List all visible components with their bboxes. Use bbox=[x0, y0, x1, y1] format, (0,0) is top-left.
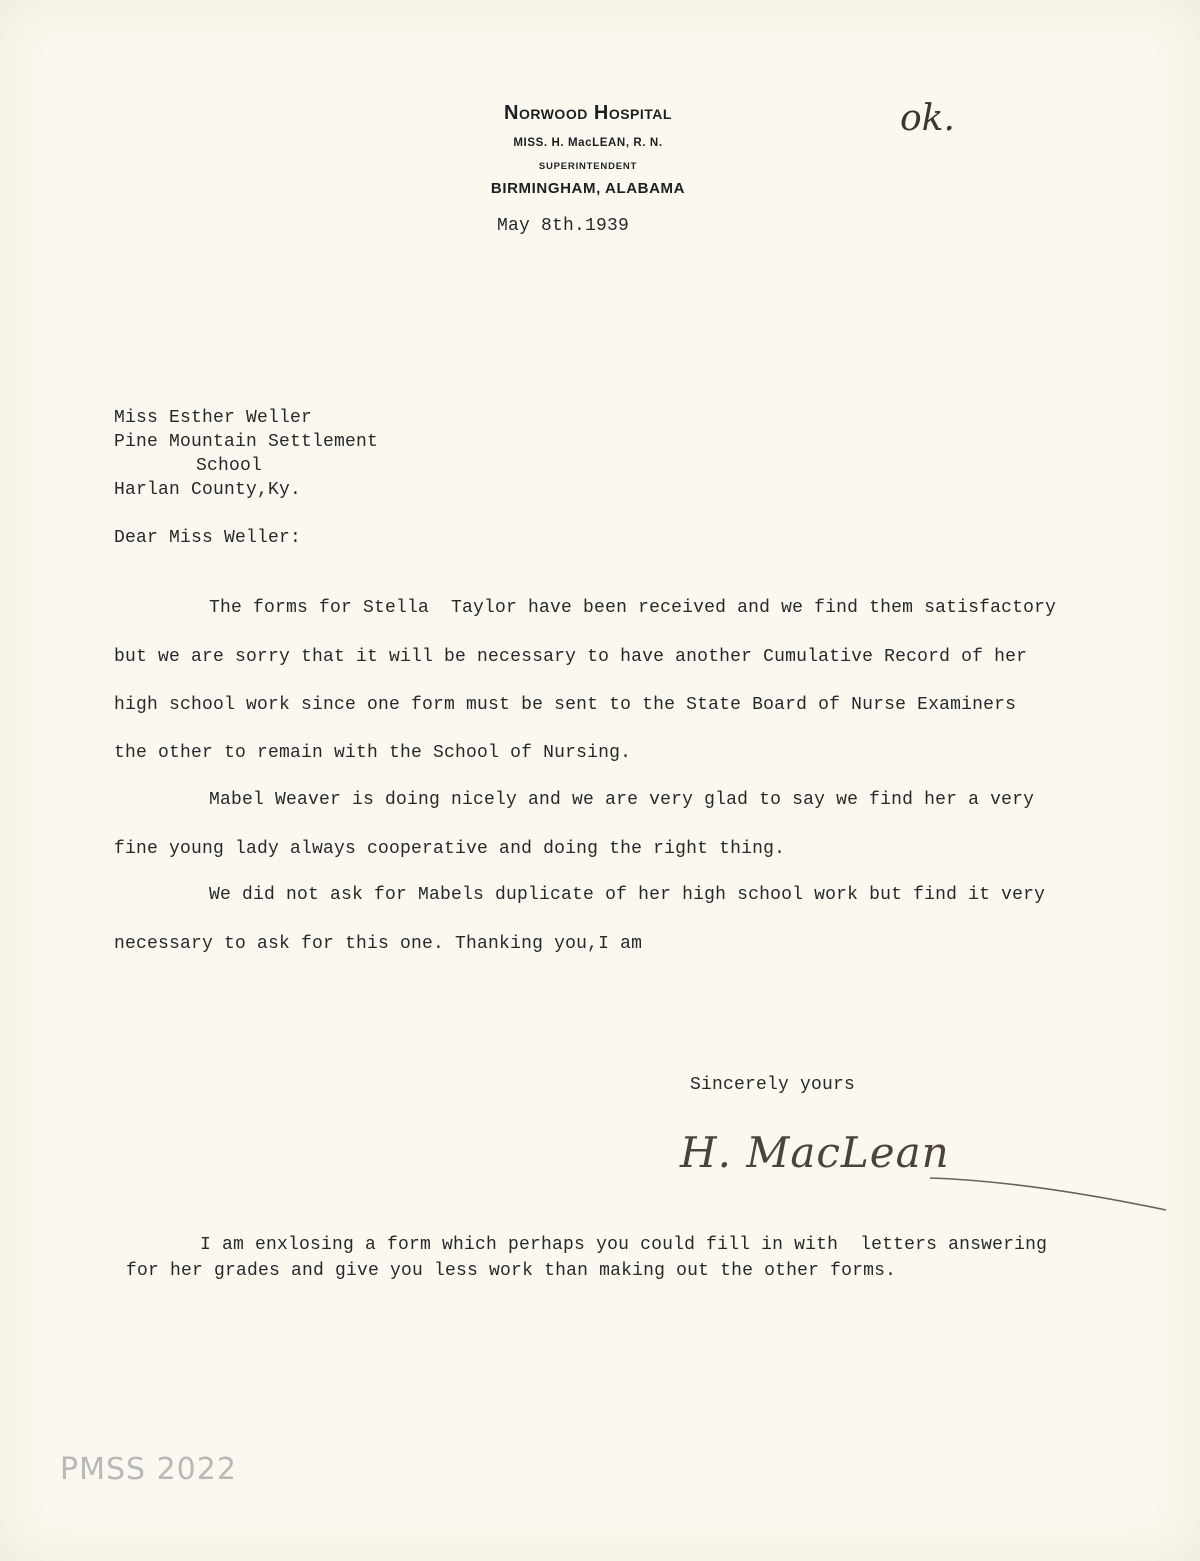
letterhead-name: Norwood Hospital bbox=[504, 102, 672, 124]
address-line: Harlan County,Ky. bbox=[114, 480, 302, 500]
body-line: the other to remain with the School of Nursing. bbox=[114, 743, 632, 763]
letterhead-city: BIRMINGHAM, ALABAMA bbox=[490, 180, 686, 197]
letterhead-title: SUPERINTENDENT bbox=[538, 161, 638, 172]
watermark-label: PMSS 2022 bbox=[60, 1452, 237, 1487]
closing: Sincerely yours bbox=[690, 1075, 856, 1095]
body-line: We did not ask for Mabels duplicate of her high school work but find it very bbox=[209, 885, 1046, 905]
body-line: high school work since one form must be sent to the State Board of Nurse Examiners bbox=[114, 695, 1017, 715]
handwritten-ok-annotation: ok. bbox=[900, 98, 955, 139]
body-line: fine young lady always cooperative and doing the right thing. bbox=[114, 839, 786, 859]
address-line: Pine Mountain Settlement bbox=[114, 432, 379, 452]
address-line: Miss Esther Weller bbox=[114, 408, 313, 428]
postscript-line: I am enxlosing a form which perhaps you could fill in with letters answering bbox=[200, 1235, 1048, 1255]
handwritten-signature: H. MacLean bbox=[680, 1128, 950, 1177]
signature-flourish bbox=[930, 1168, 1170, 1218]
salutation: Dear Miss Weller: bbox=[114, 528, 302, 548]
body-line: Mabel Weaver is doing nicely and we are very glad to say we find her a very bbox=[209, 790, 1035, 810]
letter-date: May 8th.1939 bbox=[497, 216, 630, 236]
body-line: necessary to ask for this one. Thanking you,I am bbox=[114, 934, 643, 954]
postscript-line: for her grades and give you less work than making out the other forms. bbox=[126, 1261, 897, 1281]
address-line: School bbox=[196, 456, 263, 476]
body-line: but we are sorry that it will be necessary to have another Cumulative Record of her bbox=[114, 647, 1028, 667]
letterhead-person: MISS. H. MacLEAN, R. N. bbox=[513, 137, 663, 149]
body-line: The forms for Stella Taylor have been received and we find them satisfactory bbox=[209, 598, 1057, 618]
